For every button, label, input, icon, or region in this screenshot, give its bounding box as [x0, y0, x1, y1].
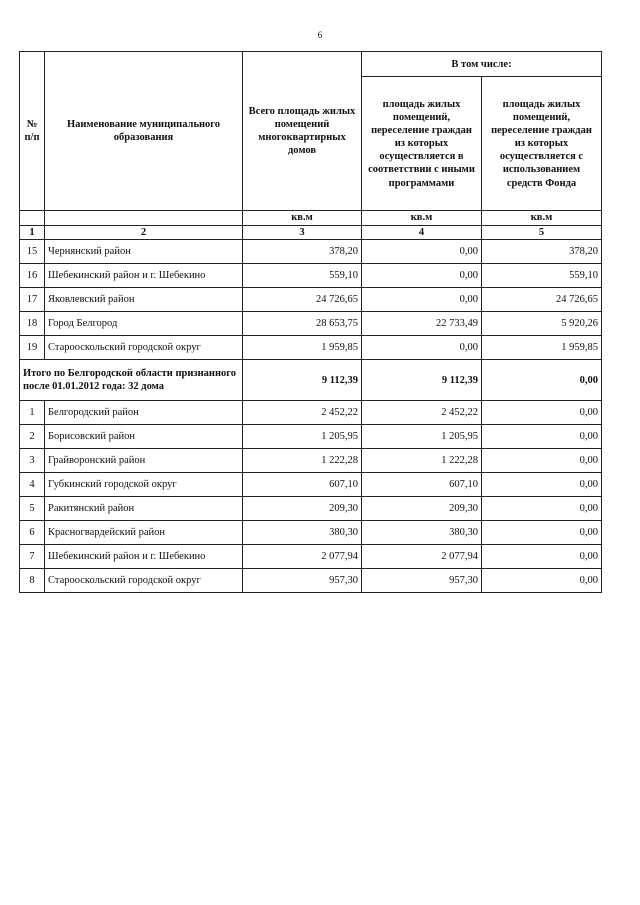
row-name: Ракитянский район [45, 497, 243, 521]
table-row [20, 288, 602, 312]
row-other: 2 077,94 [362, 545, 482, 569]
header-col-other: площадь жилых помещений, переселение граждан из которых осуществляется в соответствии с иными программами [362, 77, 482, 211]
table-row [20, 449, 602, 473]
header-num-1: 1 [20, 226, 45, 240]
row-total: 2 452,22 [243, 401, 362, 425]
table-row [20, 312, 602, 336]
row-name: Белгородский район [45, 401, 243, 425]
header-num-4: 4 [362, 226, 482, 240]
row-total: 1 205,95 [243, 425, 362, 449]
row-no: 3 [20, 449, 45, 473]
row-fund: 0,00 [482, 521, 602, 545]
header-unit-blank-2 [45, 211, 243, 226]
header-unit-fund: кв.м [482, 211, 602, 226]
row-name: Чернянский район [45, 240, 243, 264]
row-fund: 0,00 [482, 497, 602, 521]
row-no: 19 [20, 336, 45, 360]
row-total: 607,10 [243, 473, 362, 497]
row-fund: 1 959,85 [482, 336, 602, 360]
row-name: Красногвардейский район [45, 521, 243, 545]
header-col-no: № п/п [20, 52, 45, 211]
table-row [20, 497, 602, 521]
row-total: 209,30 [243, 497, 362, 521]
row-other: 380,30 [362, 521, 482, 545]
header-num-2: 2 [45, 226, 243, 240]
table-row [20, 401, 602, 425]
header-num-3: 3 [243, 226, 362, 240]
row-name: Грайворонский район [45, 449, 243, 473]
header-unit-total: кв.м [243, 211, 362, 226]
housing-area-table [19, 51, 602, 593]
row-name: Яковлевский район [45, 288, 243, 312]
row-no: 16 [20, 264, 45, 288]
row-fund: 24 726,65 [482, 288, 602, 312]
subtotal-row [20, 360, 602, 401]
row-name: Борисовский район [45, 425, 243, 449]
row-no: 4 [20, 473, 45, 497]
row-no: 2 [20, 425, 45, 449]
row-fund: 0,00 [482, 425, 602, 449]
row-no: 15 [20, 240, 45, 264]
header-unit-other: кв.м [362, 211, 482, 226]
row-total: 380,30 [243, 521, 362, 545]
row-no: 1 [20, 401, 45, 425]
table-row [20, 336, 602, 360]
row-total: 24 726,65 [243, 288, 362, 312]
header-num-5: 5 [482, 226, 602, 240]
table-row [20, 240, 602, 264]
row-total: 1 222,28 [243, 449, 362, 473]
row-name: Шебекинский район и г. Шебекино [45, 545, 243, 569]
header-col-total: Всего площадь жилых помещений многоквартирных домов [243, 52, 362, 211]
subtotal-other: 9 112,39 [362, 360, 482, 401]
subtotal-total: 9 112,39 [243, 360, 362, 401]
row-other: 2 452,22 [362, 401, 482, 425]
row-no: 5 [20, 497, 45, 521]
header-col-fund: площадь жилых помещений, переселение граждан из которых осуществляется с использованием средств Фонда [482, 77, 602, 211]
row-total: 378,20 [243, 240, 362, 264]
row-no: 8 [20, 569, 45, 593]
row-no: 6 [20, 521, 45, 545]
subtotal-label: Итого по Белгородской области признанного после 01.01.2012 года: 32 дома [20, 360, 243, 401]
table-row [20, 473, 602, 497]
row-fund: 378,20 [482, 240, 602, 264]
row-total: 559,10 [243, 264, 362, 288]
row-total: 957,30 [243, 569, 362, 593]
row-total: 1 959,85 [243, 336, 362, 360]
row-no: 7 [20, 545, 45, 569]
row-other: 0,00 [362, 288, 482, 312]
row-other: 607,10 [362, 473, 482, 497]
row-other: 0,00 [362, 336, 482, 360]
row-no: 18 [20, 312, 45, 336]
row-name: Старооскольский городской округ [45, 569, 243, 593]
row-name: Губкинский городской округ [45, 473, 243, 497]
row-fund: 0,00 [482, 473, 602, 497]
header-group-title: В том числе: [362, 52, 602, 77]
row-name: Старооскольский городской округ [45, 336, 243, 360]
row-name: Город Белгород [45, 312, 243, 336]
subtotal-fund: 0,00 [482, 360, 602, 401]
table-row [20, 545, 602, 569]
row-fund: 0,00 [482, 545, 602, 569]
header-col-name: Наименование муниципального образования [45, 52, 243, 211]
row-total: 28 653,75 [243, 312, 362, 336]
row-fund: 5 920,26 [482, 312, 602, 336]
row-other: 22 733,49 [362, 312, 482, 336]
row-other: 0,00 [362, 240, 482, 264]
row-other: 209,30 [362, 497, 482, 521]
row-total: 2 077,94 [243, 545, 362, 569]
header-unit-blank-1 [20, 211, 45, 226]
row-no: 17 [20, 288, 45, 312]
table-row [20, 425, 602, 449]
row-other: 957,30 [362, 569, 482, 593]
row-fund: 0,00 [482, 449, 602, 473]
row-other: 1 205,95 [362, 425, 482, 449]
row-other: 1 222,28 [362, 449, 482, 473]
table-row [20, 569, 602, 593]
table-row [20, 521, 602, 545]
row-fund: 0,00 [482, 401, 602, 425]
row-fund: 559,10 [482, 264, 602, 288]
table-row [20, 264, 602, 288]
page-number: 6 [317, 30, 323, 40]
row-fund: 0,00 [482, 569, 602, 593]
row-other: 0,00 [362, 264, 482, 288]
row-name: Шебекинский район и г. Шебекино [45, 264, 243, 288]
